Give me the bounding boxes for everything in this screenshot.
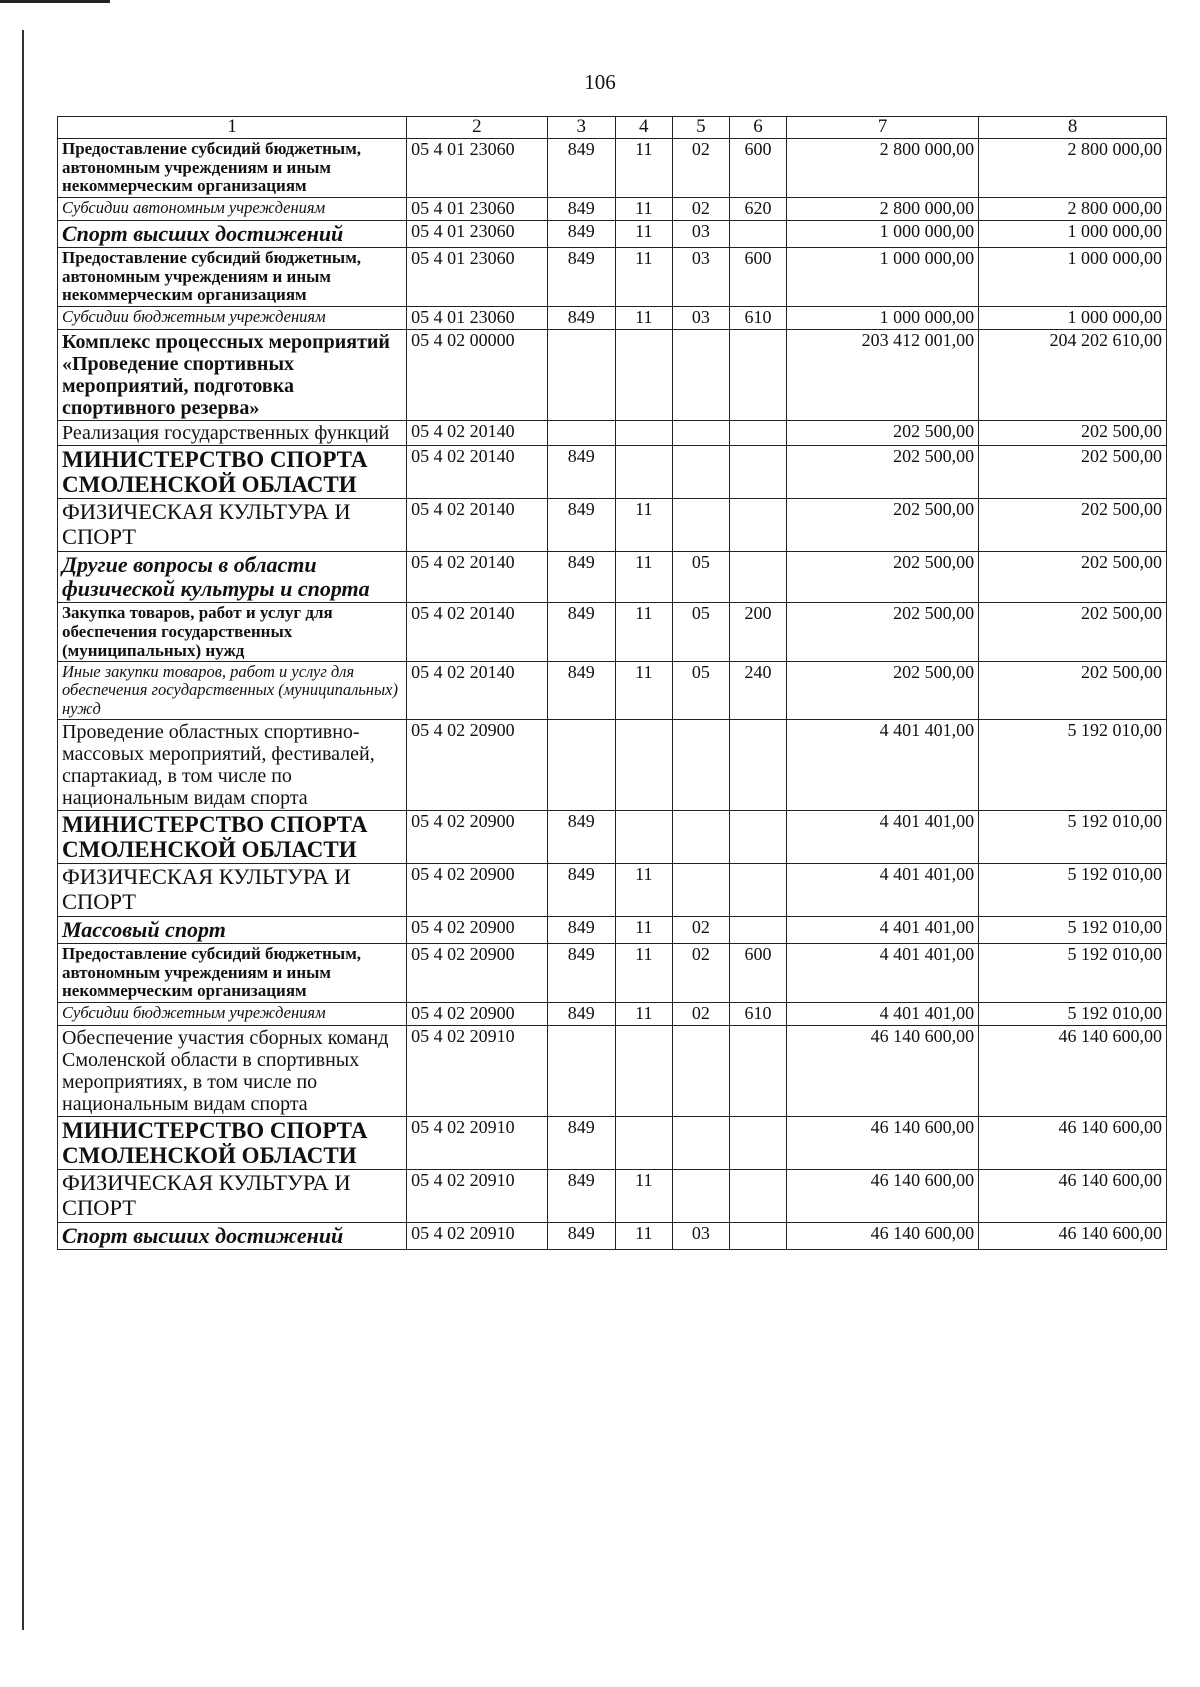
ministry-code-cell: 849 — [547, 1170, 615, 1223]
section-code-cell — [615, 329, 672, 420]
section-code-cell: 11 — [615, 220, 672, 247]
row-name-cell: Субсидии бюджетным учреждениям — [58, 1003, 407, 1026]
row-name-cell: Комплекс процессных мероприятий «Проведение спортивных мероприятий, подготовка спортивного резерва» — [58, 329, 407, 420]
margin-line — [22, 30, 24, 1630]
target-code-cell: 05 4 02 20910 — [407, 1025, 548, 1116]
table-row — [58, 329, 1167, 420]
amount-year2-cell: 5 192 010,00 — [979, 916, 1167, 943]
target-code-cell: 05 4 02 20900 — [407, 916, 548, 943]
table-row — [58, 307, 1167, 330]
table-row — [58, 719, 1167, 810]
amount-year2-cell: 202 500,00 — [979, 662, 1167, 719]
ministry-code-cell: 849 — [547, 810, 615, 864]
subsection-code-cell — [672, 864, 729, 917]
ministry-code-cell: 849 — [547, 197, 615, 220]
target-code-cell: 05 4 02 20140 — [407, 662, 548, 719]
subsection-code-cell: 05 — [672, 662, 729, 719]
table-body — [58, 138, 1167, 1249]
amount-year2-cell: 202 500,00 — [979, 551, 1167, 602]
expense-type-cell: 610 — [729, 307, 786, 330]
section-code-cell: 11 — [615, 197, 672, 220]
amount-year2-cell: 5 192 010,00 — [979, 810, 1167, 864]
row-name-cell: МИНИСТЕРСТВО СПОРТА СМОЛЕНСКОЙ ОБЛАСТИ — [58, 445, 407, 499]
page-number: 106 — [584, 70, 616, 94]
table-row — [58, 138, 1167, 197]
amount-year1-cell: 202 500,00 — [787, 420, 979, 445]
section-code-cell: 11 — [615, 499, 672, 552]
expense-type-cell — [729, 1116, 786, 1170]
subsection-code-cell: 02 — [672, 197, 729, 220]
section-code-cell — [615, 445, 672, 499]
expense-type-cell — [729, 499, 786, 552]
amount-year1-cell: 202 500,00 — [787, 445, 979, 499]
row-name-cell: ФИЗИЧЕСКАЯ КУЛЬТУРА И СПОРТ — [58, 499, 407, 552]
amount-year1-cell: 1 000 000,00 — [787, 220, 979, 247]
expense-type-cell — [729, 220, 786, 247]
section-code-cell: 11 — [615, 1170, 672, 1223]
table-row — [58, 864, 1167, 917]
section-code-cell — [615, 810, 672, 864]
table-row — [58, 810, 1167, 864]
subsection-code-cell: 05 — [672, 551, 729, 602]
column-header: 1 — [58, 117, 407, 139]
target-code-cell: 05 4 02 20140 — [407, 603, 548, 662]
row-name-cell: Предоставление субсидий бюджетным, автономным учреждениям и иным некоммерческим организациям — [58, 138, 407, 197]
section-code-cell — [615, 719, 672, 810]
amount-year2-cell: 1 000 000,00 — [979, 307, 1167, 330]
amount-year2-cell: 46 140 600,00 — [979, 1222, 1167, 1249]
ministry-code-cell: 849 — [547, 220, 615, 247]
column-header: 6 — [729, 117, 786, 139]
target-code-cell: 05 4 02 20910 — [407, 1222, 548, 1249]
ministry-code-cell: 849 — [547, 864, 615, 917]
row-name-cell: Другие вопросы в области физической культуры и спорта — [58, 551, 407, 602]
row-name-cell: Массовый спорт — [58, 916, 407, 943]
row-name-cell: Предоставление субсидий бюджетным, автономным учреждениям и иным некоммерческим организациям — [58, 944, 407, 1003]
table-row — [58, 916, 1167, 943]
expense-type-cell — [729, 719, 786, 810]
table-row — [58, 1025, 1167, 1116]
table-row — [58, 420, 1167, 445]
amount-year2-cell: 5 192 010,00 — [979, 719, 1167, 810]
subsection-code-cell: 02 — [672, 916, 729, 943]
target-code-cell: 05 4 02 20910 — [407, 1170, 548, 1223]
amount-year1-cell: 203 412 001,00 — [787, 329, 979, 420]
expense-type-cell — [729, 1222, 786, 1249]
subsection-code-cell: 03 — [672, 307, 729, 330]
amount-year2-cell: 46 140 600,00 — [979, 1170, 1167, 1223]
column-header: 3 — [547, 117, 615, 139]
ministry-code-cell — [547, 329, 615, 420]
table-row — [58, 247, 1167, 306]
subsection-code-cell — [672, 329, 729, 420]
subsection-code-cell: 03 — [672, 247, 729, 306]
row-name-cell: Спорт высших достижений — [58, 1222, 407, 1249]
subsection-code-cell: 03 — [672, 220, 729, 247]
amount-year2-cell: 202 500,00 — [979, 603, 1167, 662]
expense-type-cell: 610 — [729, 1003, 786, 1026]
amount-year2-cell: 2 800 000,00 — [979, 138, 1167, 197]
target-code-cell: 05 4 02 20140 — [407, 445, 548, 499]
table-row — [58, 220, 1167, 247]
amount-year1-cell: 4 401 401,00 — [787, 1003, 979, 1026]
row-name-cell: ФИЗИЧЕСКАЯ КУЛЬТУРА И СПОРТ — [58, 864, 407, 917]
row-name-cell: Обеспечение участия сборных команд Смоленской области в спортивных мероприятиях, в том числе по национальным видам спорта — [58, 1025, 407, 1116]
column-header: 8 — [979, 117, 1167, 139]
amount-year1-cell: 1 000 000,00 — [787, 307, 979, 330]
amount-year1-cell: 202 500,00 — [787, 662, 979, 719]
amount-year2-cell: 204 202 610,00 — [979, 329, 1167, 420]
section-code-cell: 11 — [615, 247, 672, 306]
amount-year1-cell: 46 140 600,00 — [787, 1025, 979, 1116]
amount-year2-cell: 46 140 600,00 — [979, 1116, 1167, 1170]
ministry-code-cell: 849 — [547, 944, 615, 1003]
table-row — [58, 662, 1167, 719]
subsection-code-cell — [672, 1025, 729, 1116]
amount-year1-cell: 4 401 401,00 — [787, 810, 979, 864]
row-name-cell: Предоставление субсидий бюджетным, автономным учреждениям и иным некоммерческим организациям — [58, 247, 407, 306]
target-code-cell: 05 4 02 20140 — [407, 420, 548, 445]
target-code-cell: 05 4 01 23060 — [407, 197, 548, 220]
table-row — [58, 944, 1167, 1003]
amount-year1-cell: 46 140 600,00 — [787, 1222, 979, 1249]
table-row — [58, 1222, 1167, 1249]
ministry-code-cell — [547, 420, 615, 445]
top-rule — [0, 0, 110, 3]
amount-year1-cell: 2 800 000,00 — [787, 138, 979, 197]
expense-type-cell — [729, 810, 786, 864]
ministry-code-cell: 849 — [547, 499, 615, 552]
ministry-code-cell: 849 — [547, 138, 615, 197]
amount-year2-cell: 46 140 600,00 — [979, 1025, 1167, 1116]
ministry-code-cell: 849 — [547, 1116, 615, 1170]
ministry-code-cell: 849 — [547, 662, 615, 719]
amount-year2-cell: 2 800 000,00 — [979, 197, 1167, 220]
expense-type-cell: 600 — [729, 247, 786, 306]
row-name-cell: Реализация государственных функций — [58, 420, 407, 445]
subsection-code-cell — [672, 810, 729, 864]
ministry-code-cell — [547, 719, 615, 810]
target-code-cell: 05 4 01 23060 — [407, 247, 548, 306]
table-row — [58, 197, 1167, 220]
amount-year2-cell: 202 500,00 — [979, 420, 1167, 445]
row-name-cell: Субсидии автономным учреждениям — [58, 197, 407, 220]
ministry-code-cell: 849 — [547, 307, 615, 330]
ministry-code-cell — [547, 1025, 615, 1116]
row-name-cell: Закупка товаров, работ и услуг для обеспечения государственных (муниципальных) нужд — [58, 603, 407, 662]
subsection-code-cell — [672, 420, 729, 445]
target-code-cell: 05 4 02 20140 — [407, 499, 548, 552]
section-code-cell: 11 — [615, 307, 672, 330]
target-code-cell: 05 4 02 20900 — [407, 1003, 548, 1026]
expense-type-cell: 240 — [729, 662, 786, 719]
budget-table — [57, 116, 1167, 1250]
column-header: 4 — [615, 117, 672, 139]
amount-year2-cell: 5 192 010,00 — [979, 1003, 1167, 1026]
target-code-cell: 05 4 02 20900 — [407, 719, 548, 810]
section-code-cell: 11 — [615, 603, 672, 662]
amount-year1-cell: 1 000 000,00 — [787, 247, 979, 306]
ministry-code-cell: 849 — [547, 1222, 615, 1249]
expense-type-cell: 200 — [729, 603, 786, 662]
table-row — [58, 1003, 1167, 1026]
target-code-cell: 05 4 02 20140 — [407, 551, 548, 602]
target-code-cell: 05 4 01 23060 — [407, 220, 548, 247]
subsection-code-cell: 02 — [672, 138, 729, 197]
ministry-code-cell: 849 — [547, 551, 615, 602]
row-name-cell: Иные закупки товаров, работ и услуг для обеспечения государственных (муниципальных) нужд — [58, 662, 407, 719]
amount-year1-cell: 46 140 600,00 — [787, 1116, 979, 1170]
ministry-code-cell: 849 — [547, 1003, 615, 1026]
section-code-cell — [615, 420, 672, 445]
expense-type-cell — [729, 445, 786, 499]
subsection-code-cell — [672, 445, 729, 499]
table-row — [58, 1116, 1167, 1170]
amount-year1-cell: 4 401 401,00 — [787, 864, 979, 917]
section-code-cell — [615, 1116, 672, 1170]
subsection-code-cell — [672, 499, 729, 552]
subsection-code-cell: 02 — [672, 944, 729, 1003]
row-name-cell: Проведение областных спортивно-массовых мероприятий, фестивалей, спартакиад, в том числе по национальным видам спорта — [58, 719, 407, 810]
section-code-cell: 11 — [615, 944, 672, 1003]
section-code-cell: 11 — [615, 551, 672, 602]
row-name-cell: МИНИСТЕРСТВО СПОРТА СМОЛЕНСКОЙ ОБЛАСТИ — [58, 810, 407, 864]
row-name-cell: Спорт высших достижений — [58, 220, 407, 247]
subsection-code-cell: 03 — [672, 1222, 729, 1249]
expense-type-cell: 600 — [729, 944, 786, 1003]
target-code-cell: 05 4 01 23060 — [407, 138, 548, 197]
target-code-cell: 05 4 02 20900 — [407, 944, 548, 1003]
amount-year2-cell: 1 000 000,00 — [979, 220, 1167, 247]
row-name-cell: МИНИСТЕРСТВО СПОРТА СМОЛЕНСКОЙ ОБЛАСТИ — [58, 1116, 407, 1170]
expense-type-cell — [729, 329, 786, 420]
expense-type-cell — [729, 1025, 786, 1116]
subsection-code-cell: 05 — [672, 603, 729, 662]
target-code-cell: 05 4 02 00000 — [407, 329, 548, 420]
expense-type-cell — [729, 420, 786, 445]
table-row — [58, 445, 1167, 499]
amount-year1-cell: 4 401 401,00 — [787, 916, 979, 943]
amount-year2-cell: 1 000 000,00 — [979, 247, 1167, 306]
expense-type-cell — [729, 916, 786, 943]
section-code-cell — [615, 1025, 672, 1116]
expense-type-cell — [729, 551, 786, 602]
target-code-cell: 05 4 01 23060 — [407, 307, 548, 330]
ministry-code-cell: 849 — [547, 916, 615, 943]
subsection-code-cell — [672, 1170, 729, 1223]
table-row — [58, 1170, 1167, 1223]
expense-type-cell — [729, 864, 786, 917]
amount-year1-cell: 202 500,00 — [787, 603, 979, 662]
subsection-code-cell: 02 — [672, 1003, 729, 1026]
amount-year1-cell: 2 800 000,00 — [787, 197, 979, 220]
amount-year1-cell: 4 401 401,00 — [787, 719, 979, 810]
expense-type-cell: 620 — [729, 197, 786, 220]
target-code-cell: 05 4 02 20910 — [407, 1116, 548, 1170]
table-row — [58, 551, 1167, 602]
section-code-cell: 11 — [615, 138, 672, 197]
target-code-cell: 05 4 02 20900 — [407, 864, 548, 917]
amount-year1-cell: 202 500,00 — [787, 551, 979, 602]
target-code-cell: 05 4 02 20900 — [407, 810, 548, 864]
expense-type-cell — [729, 1170, 786, 1223]
subsection-code-cell — [672, 719, 729, 810]
amount-year1-cell: 202 500,00 — [787, 499, 979, 552]
table-row — [58, 499, 1167, 552]
amount-year2-cell: 202 500,00 — [979, 499, 1167, 552]
table-row — [58, 603, 1167, 662]
section-code-cell: 11 — [615, 864, 672, 917]
header-row — [58, 117, 1167, 139]
amount-year1-cell: 4 401 401,00 — [787, 944, 979, 1003]
subsection-code-cell — [672, 1116, 729, 1170]
ministry-code-cell: 849 — [547, 603, 615, 662]
amount-year2-cell: 5 192 010,00 — [979, 944, 1167, 1003]
row-name-cell: ФИЗИЧЕСКАЯ КУЛЬТУРА И СПОРТ — [58, 1170, 407, 1223]
amount-year2-cell: 202 500,00 — [979, 445, 1167, 499]
section-code-cell: 11 — [615, 916, 672, 943]
row-name-cell: Субсидии бюджетным учреждениям — [58, 307, 407, 330]
column-header: 5 — [672, 117, 729, 139]
ministry-code-cell: 849 — [547, 445, 615, 499]
column-header: 7 — [787, 117, 979, 139]
expense-type-cell: 600 — [729, 138, 786, 197]
section-code-cell: 11 — [615, 662, 672, 719]
section-code-cell: 11 — [615, 1222, 672, 1249]
column-header: 2 — [407, 117, 548, 139]
amount-year2-cell: 5 192 010,00 — [979, 864, 1167, 917]
amount-year1-cell: 46 140 600,00 — [787, 1170, 979, 1223]
section-code-cell: 11 — [615, 1003, 672, 1026]
ministry-code-cell: 849 — [547, 247, 615, 306]
